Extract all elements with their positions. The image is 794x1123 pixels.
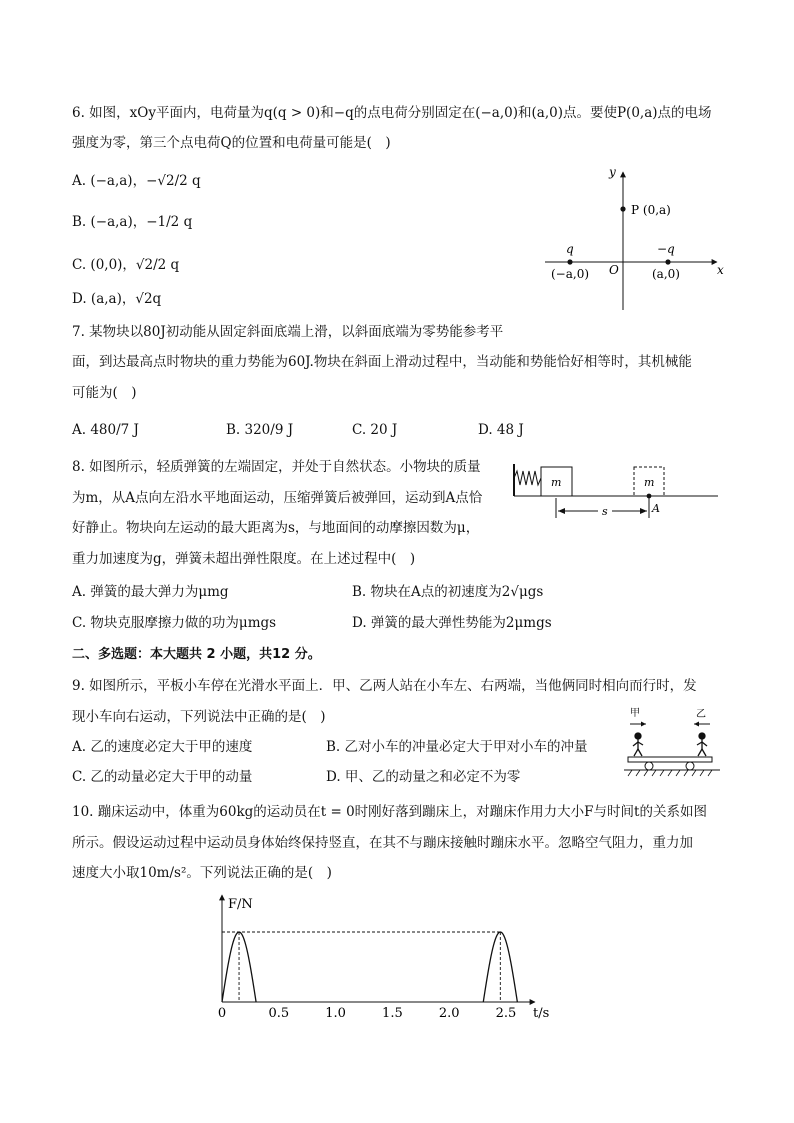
q10-stem-line1: 10. 蹦床运动中，体重为60kg的运动员在t = 0时刚好落到蹦床上，对蹦床作用力大小F与时间t的关系如图 — [72, 804, 707, 820]
x-tick-label: 0 — [217, 1006, 227, 1021]
force-time-chart — [200, 890, 570, 1030]
q10-stem-line3: 速度大小取10m/s²。下列说法正确的是( ) — [72, 865, 332, 881]
yi-arrowhead — [694, 722, 699, 727]
q7-stem-line3: 可能为( ) — [72, 385, 137, 401]
q7-option-d: D. 48 J — [478, 422, 524, 438]
q6-option-b: B. (−a,a)，−1/2 q — [72, 214, 193, 230]
q6-coordinate-figure — [535, 160, 735, 310]
q9-option-c: C. 乙的动量必定大于甲的动量 — [72, 769, 253, 785]
q7-option-c: C. 20 J — [352, 422, 398, 438]
q8-stem-line2: 为m，从A点向左沿水平地面运动，压缩弹簧后被弹回，运动到A点恰 — [72, 490, 483, 506]
q6-option-c: C. (0,0)，√2/2 q — [72, 257, 180, 273]
q7-stem-line2: 面，到达最高点时物块的重力势能为60J.物块在斜面上滑动过程中，当动能和势能恰好相等时，其机械能 — [72, 354, 692, 370]
q8-stem-line4: 重力加速度为g，弹簧未超出弹性限度。在上述过程中( ) — [72, 551, 416, 567]
s-label: s — [602, 505, 608, 518]
point-p-label: P (0,a) — [631, 203, 671, 217]
right-charge-coord: (a,0) — [652, 267, 680, 281]
jia-arrowhead — [641, 722, 646, 727]
y-axis-label: y — [609, 165, 616, 179]
q7-stem-line1: 7. 某物块以80J初动能从固定斜面底端上滑，以斜面底端为零势能参考平 — [72, 324, 504, 340]
q8-stem-line3: 好静止。物块向左运动的最大距离为s，与地面间的动摩擦因数为μ， — [72, 520, 480, 536]
section-2-title: 二、多选题：本大题共 2 小题，共12 分。 — [72, 647, 321, 662]
cart-wheel-left — [645, 762, 653, 770]
point-a-label: A — [652, 502, 660, 515]
q8-option-d: D. 弹簧的最大弹性势能为2μmgs — [352, 615, 552, 631]
x-tick-label: 1.0 — [325, 1006, 346, 1021]
q9-option-d: D. 甲、乙的动量之和必定不为零 — [326, 769, 521, 785]
person-yi-icon — [697, 733, 707, 756]
point-p — [620, 206, 625, 211]
left-charge-coord: (−a,0) — [551, 267, 590, 281]
person-jia-label: 甲 — [630, 708, 640, 719]
q6-stem-line2: 强度为零，第三个点电荷Q的位置和电荷量可能是( ) — [72, 135, 391, 151]
person-yi-label: 乙 — [696, 709, 706, 720]
s-arrowhead-right — [640, 508, 647, 514]
x-tick-label: 2.0 — [438, 1006, 460, 1021]
chart-y-label: F/N — [228, 897, 253, 912]
left-charge-dot — [567, 259, 572, 264]
x-axis-label: x — [717, 263, 724, 277]
q9-stem-line2: 现小车向右运动，下列说法中正确的是( ) — [72, 709, 326, 725]
person-jia-icon — [633, 733, 643, 756]
q9-option-b: B. 乙对小车的冲量必定大于甲对小车的冲量 — [326, 739, 588, 755]
q8-option-c: C. 物块克服摩擦力做的功为μmgs — [72, 615, 277, 631]
ghost-block-label: m — [644, 476, 655, 489]
point-a — [647, 494, 652, 499]
chart-x-label: t/s — [533, 1006, 550, 1021]
x-tick-label: 1.5 — [382, 1006, 403, 1021]
s-arrowhead-left — [558, 508, 565, 514]
q9-option-a: A. 乙的速度必定大于甲的速度 — [72, 739, 253, 755]
x-tick-label: 2.5 — [495, 1006, 517, 1021]
left-charge-label: q — [566, 242, 574, 256]
q6-option-a: A. (−a,a)，−√2/2 q — [72, 173, 201, 189]
right-charge-dot — [665, 259, 670, 264]
q9-cart-figure — [624, 700, 724, 780]
q8-stem-line1: 8. 如图所示，轻质弹簧的左端固定，并处于自然状态。小物块的质量 — [72, 459, 481, 475]
cart-wheel-right — [686, 762, 694, 770]
block-label: m — [551, 476, 562, 489]
q10-stem-line2: 所示。假设运动过程中运动员身体始终保持竖直，在其不与蹦床接触时蹦床水平。忽略空气阻力，重力加 — [72, 835, 693, 851]
cart-board — [628, 757, 712, 762]
q6-option-d: D. (a,a)，√2q — [72, 291, 162, 307]
q8-option-b: B. 物块在A点的初速度为2√μgs — [352, 584, 544, 600]
q9-stem-line1: 9. 如图所示，平板小车停在光滑水平面上．甲、乙两人站在小车左、右两端，当他俩同时相向而行时，发 — [72, 678, 697, 694]
floor-hatch — [628, 770, 712, 776]
q8-option-a: A. 弹簧的最大弹力为μmg — [72, 584, 229, 600]
right-charge-label: −q — [657, 242, 675, 256]
q7-option-a: A. 480/7 J — [72, 422, 139, 438]
spring — [514, 471, 541, 485]
q7-option-b: B. 320/9 J — [226, 422, 294, 438]
x-tick-label: 0.5 — [268, 1006, 290, 1021]
q8-spring-figure — [510, 458, 722, 522]
origin-label: O — [609, 263, 619, 277]
q6-stem-line1: 6. 如图，xOy平面内，电荷量为q(q > 0)和−q的点电荷分别固定在(−a,0)和(a,0)点。要使P(0,a)点的电场 — [72, 105, 712, 121]
